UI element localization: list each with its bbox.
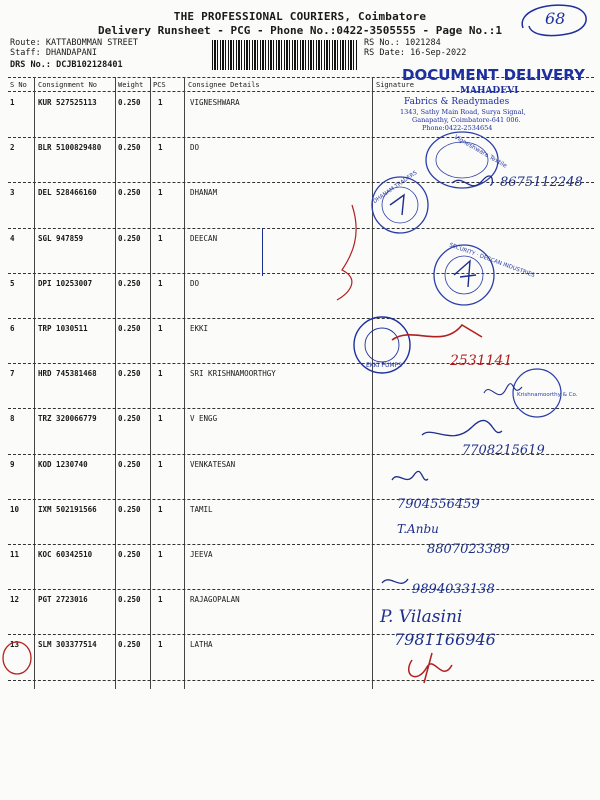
row-pcs: 1 xyxy=(158,233,163,243)
drs-label: DRS No.: xyxy=(10,60,51,70)
runsheet-subtitle: Delivery Runsheet - PCG - Phone No.:0422-3505555 - Page No.:1 xyxy=(98,24,502,37)
row-consignment: KOD 1230740 xyxy=(38,459,88,469)
route-label: Route: xyxy=(10,38,41,48)
row-weight: 0.250 xyxy=(118,550,141,559)
row-consignee: EKKI xyxy=(190,324,209,333)
row-consignee: LATHA xyxy=(190,640,213,650)
page-mark-text: 68 xyxy=(545,9,566,28)
rs-date-label: RS Date: xyxy=(364,48,405,58)
row-consignee: DHANAM xyxy=(190,188,218,198)
row-consignment: SLM 303377514 xyxy=(38,640,97,650)
row-pcs: 1 xyxy=(158,98,163,107)
row-pcs: 1 xyxy=(158,188,163,198)
row-sno: 10 xyxy=(10,504,20,514)
staff-label: Staff: xyxy=(10,48,41,58)
row-weight: 0.250 xyxy=(118,98,141,107)
row9-phone: 7904556459 xyxy=(397,497,480,512)
row-weight: 0.250 xyxy=(118,143,141,153)
row-sno: 9 xyxy=(10,459,15,469)
document-delivery-stamp: DOCUMENT DELIVERY xyxy=(402,66,585,84)
signature-area xyxy=(366,55,600,705)
row-consignee: JEEVA xyxy=(190,550,213,559)
row-weight: 0.250 xyxy=(118,278,141,288)
row-consignee: V ENGG xyxy=(190,414,218,424)
row-weight: 0.250 xyxy=(118,595,141,605)
row10-name: T.Anbu xyxy=(397,522,439,536)
row-consignee: DO xyxy=(190,278,200,288)
row-pcs: 1 xyxy=(158,550,163,559)
row-sno: 11 xyxy=(10,550,20,559)
row-sno: 6 xyxy=(10,324,15,333)
row-weight: 0.250 xyxy=(118,459,141,469)
page-mark-circle xyxy=(515,0,595,40)
row-pcs: 1 xyxy=(158,369,163,379)
row-weight: 0.250 xyxy=(118,188,141,198)
row11-phone: 9894033138 xyxy=(412,582,495,597)
route-line xyxy=(10,38,138,48)
col-sep xyxy=(150,77,151,689)
row-weight: 0.250 xyxy=(118,640,141,650)
row8-phone: 7708215619 xyxy=(462,443,545,458)
rs-date-value: 16-Sep-2022 xyxy=(410,48,467,58)
route-value: KATTABOMMAN STREET xyxy=(45,38,138,48)
row12-phone: 7981166946 xyxy=(394,630,496,649)
row12-name: P. Vilasini xyxy=(380,607,463,627)
dhanam-text: DHANAM TRADERS xyxy=(372,170,419,206)
row-consignee: DO xyxy=(190,143,200,153)
row-consignment: TRZ 320066779 xyxy=(38,414,97,424)
row-consignee: SRI KRISHNAMOORTHGY xyxy=(190,369,276,379)
row-pcs: 1 xyxy=(158,504,163,514)
row-weight: 0.250 xyxy=(118,233,141,243)
company-title: THE PROFESSIONAL COURIERS, Coimbatore xyxy=(173,10,427,23)
col-pcs: PCS xyxy=(153,81,166,89)
row-consignment: TRP 1030511 xyxy=(38,324,88,333)
col-consignment: Consignment No xyxy=(38,81,98,89)
row-sno: 12 xyxy=(10,595,20,605)
mahadevi-name: MAHADEVI xyxy=(460,86,519,96)
row-consignment: DPI 10253007 xyxy=(38,278,93,288)
row-pcs: 1 xyxy=(158,459,163,469)
ekki-text: EKKI PUMPS xyxy=(366,362,402,369)
row-sno: 7 xyxy=(10,369,15,379)
row-pcs: 1 xyxy=(158,143,163,153)
vigneshwara-text: Vigneshwara Textile xyxy=(452,133,509,170)
row-consignment: DEL 528466160 xyxy=(38,188,97,198)
row-consignment: PGT 2723016 xyxy=(38,595,88,605)
row-consignment: KUR 527525113 xyxy=(38,98,97,107)
barcode xyxy=(212,40,358,70)
row-weight: 0.250 xyxy=(118,324,141,333)
row-sno: 5 xyxy=(10,278,15,288)
rs-no-label: RS No.: xyxy=(364,38,400,48)
col-signature: Signature xyxy=(376,81,414,89)
row-sno: 4 xyxy=(10,233,15,243)
row-pcs: 1 xyxy=(158,278,163,288)
row-pcs: 1 xyxy=(158,640,163,650)
row-pcs: 1 xyxy=(158,414,163,424)
row-consignee: DEECAN xyxy=(190,233,218,243)
row-pcs: 1 xyxy=(158,595,163,605)
mahadevi-addr1: 1343, Sathy Main Road, Surya Signal, xyxy=(400,108,526,116)
row10-phone: 8807023389 xyxy=(427,542,510,557)
row-weight: 0.250 xyxy=(118,414,141,424)
rs-no-line xyxy=(364,38,441,48)
row-consignee: TAMIL xyxy=(190,504,213,514)
row-weight: 0.250 xyxy=(118,369,141,379)
row-pcs: 1 xyxy=(158,324,163,333)
staff-value: DHANDAPANI xyxy=(45,48,98,58)
row-sno: 13 xyxy=(10,640,20,650)
row-sno: 2 xyxy=(10,143,15,153)
col-consignee: Consignee Details xyxy=(188,81,260,89)
row-consignment: KOC 60342510 xyxy=(38,550,93,559)
col-sep xyxy=(115,77,116,689)
mahadevi-line2: Fabrics & Readymades xyxy=(404,97,510,107)
row13-signature xyxy=(409,653,452,683)
mahadevi-phone: Phone:0422-2534654 xyxy=(422,124,493,132)
row-consignment: SGL 947859 xyxy=(38,233,84,243)
mahadevi-addr2: Ganapathy, Coimbatore-641 006. xyxy=(412,116,521,124)
row-sno: 8 xyxy=(10,414,15,424)
row-sno: 3 xyxy=(10,188,15,198)
row-consignment: BLR 5100829480 xyxy=(38,143,102,153)
col-sno: S No xyxy=(10,81,27,89)
row13-circle-mark xyxy=(0,640,36,676)
krishnamoorthy-text: Krishnamoorthy & Co. xyxy=(517,392,578,398)
row-weight: 0.250 xyxy=(118,504,141,514)
row6-phone: 2531141 xyxy=(450,353,513,369)
row3-phone: 8675112248 xyxy=(500,175,583,190)
staff-line xyxy=(10,48,97,58)
row-sno: 1 xyxy=(10,98,15,107)
row-consignee: VENKATESAN xyxy=(190,459,236,469)
row-consignment: IXM 502191566 xyxy=(38,504,97,514)
row-consignee: RAJAGOPALAN xyxy=(190,595,240,605)
row-consignment: HRD 745381468 xyxy=(38,369,97,379)
col-sep xyxy=(34,77,35,689)
rs-no-value: 1021284 xyxy=(404,38,441,48)
col-weight: Weight xyxy=(118,81,144,89)
deccan-text: SECURITY · DECCAN INDUSTRIES xyxy=(448,242,536,279)
drs-line xyxy=(10,60,123,70)
drs-value: DCJB102128401 xyxy=(56,60,123,70)
pen-mark xyxy=(262,228,263,276)
row-consignee: VIGNESHWARA xyxy=(190,98,240,107)
col-sep xyxy=(184,77,185,689)
